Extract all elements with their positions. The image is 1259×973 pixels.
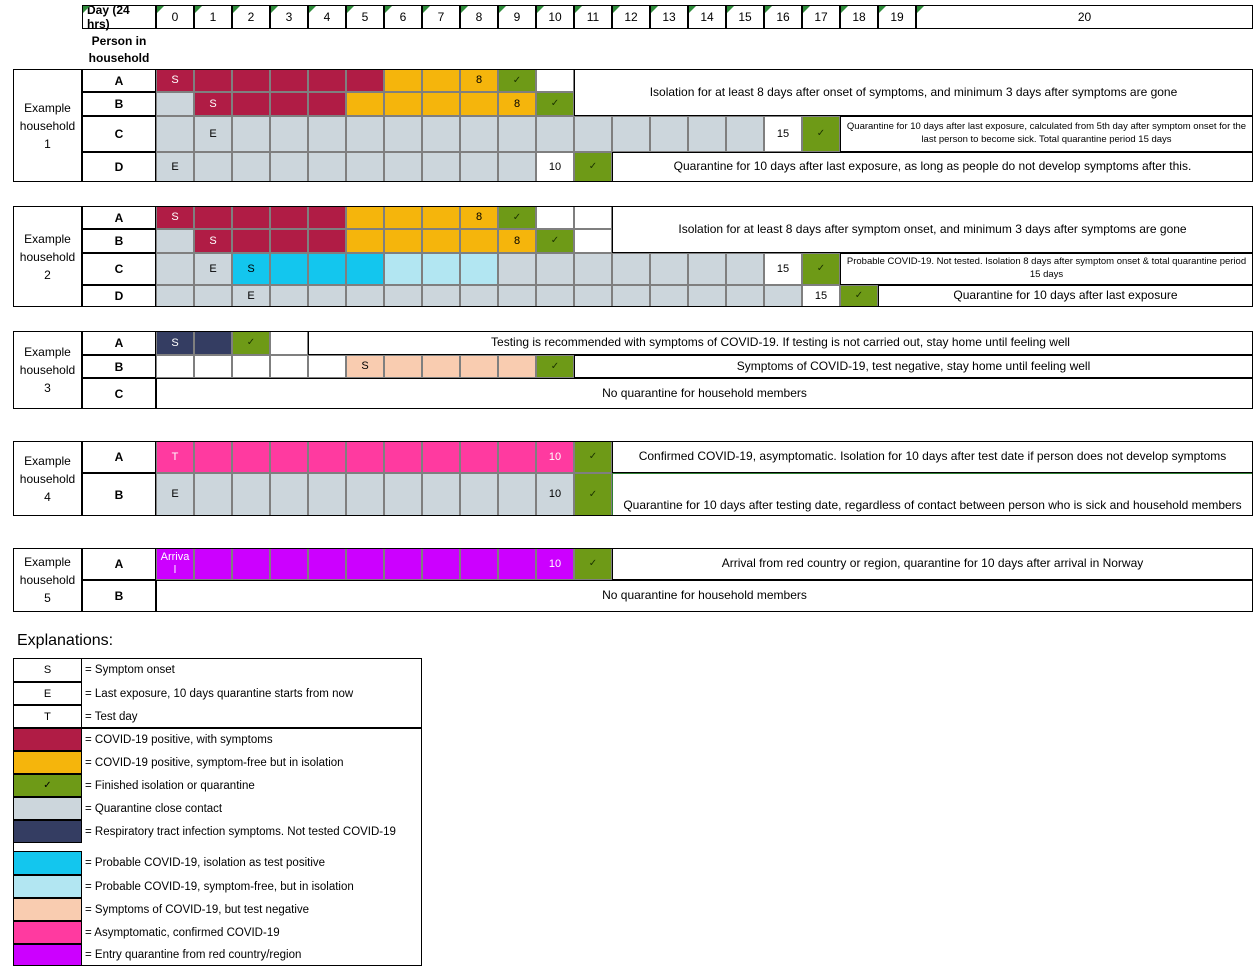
day-cell: [308, 355, 346, 378]
day-cell: [232, 548, 270, 580]
day-header-13: 13: [650, 5, 688, 29]
day-cell: [346, 92, 384, 116]
day-cell: [422, 441, 460, 473]
legend-label: = Respiratory tract infection symptoms. Not tested COVID-19: [85, 825, 396, 838]
day-cell: [308, 285, 346, 307]
day-cell: [346, 253, 384, 285]
day-header-16: 16: [764, 5, 802, 29]
legend-swatch: S: [13, 658, 82, 682]
day-cell: [346, 285, 384, 307]
day-cell: ✓: [574, 473, 612, 516]
day-header-8: 8: [460, 5, 498, 29]
day-cell: 10: [536, 441, 574, 473]
day-cell: [384, 548, 422, 580]
legend-frame: [13, 728, 422, 966]
day-cell: [460, 253, 498, 285]
day-cell: [346, 116, 384, 152]
day-cell: [536, 206, 574, 229]
day-cell: [422, 229, 460, 253]
day-cell: [726, 253, 764, 285]
day-cell: [460, 152, 498, 182]
day-cell: [156, 285, 194, 307]
day-cell: [384, 253, 422, 285]
person-label: C: [82, 116, 156, 152]
day-cell: [232, 355, 270, 378]
legend-label: = Entry quarantine from red country/region: [85, 949, 302, 961]
day-cell: [270, 229, 308, 253]
person-label: B: [82, 229, 156, 253]
day-cell: [308, 206, 346, 229]
legend-label: = Symptom onset: [85, 664, 175, 676]
day-cell: [232, 229, 270, 253]
day-cell: ✓: [498, 69, 536, 92]
day-cell: E: [156, 152, 194, 182]
note-text: Isolation for at least 8 days after symptom onset, and minimum 3 days after symptoms are gone: [612, 206, 1253, 253]
day-cell: [460, 116, 498, 152]
day-cell: [232, 441, 270, 473]
day-cell: [460, 548, 498, 580]
day-header-15: 15: [726, 5, 764, 29]
day-cell: [460, 92, 498, 116]
person-label: B: [82, 92, 156, 116]
legend-label: = Symptoms of COVID-19, but test negative: [85, 903, 310, 916]
day-cell: [270, 206, 308, 229]
day-cell: [536, 253, 574, 285]
day-cell: [270, 473, 308, 516]
household-label: Example household 4: [13, 441, 82, 516]
household-label: Example household 5: [13, 548, 82, 612]
day-header-11: 11: [574, 5, 612, 29]
day-cell: [498, 441, 536, 473]
day-header-7: 7: [422, 5, 460, 29]
day-cell: [270, 355, 308, 378]
day-header-5: 5: [346, 5, 384, 29]
day-cell: 10: [536, 548, 574, 580]
day-cell: 10: [536, 473, 574, 516]
day-header-9: 9: [498, 5, 536, 29]
day-cell: E: [194, 253, 232, 285]
note-text: Testing is recommended with symptoms of COVID-19. If testing is not carried out, stay home until feeling well: [308, 331, 1253, 355]
day-header-10: 10: [536, 5, 574, 29]
day-cell: [688, 116, 726, 152]
day-cell: [308, 116, 346, 152]
day-cell: [270, 548, 308, 580]
day-cell: [422, 253, 460, 285]
day-cell: [498, 355, 536, 378]
day-cell: [308, 69, 346, 92]
legend-label: = Asymptomatic, confirmed COVID-19: [85, 926, 280, 939]
legend-swatch: ✓: [13, 774, 82, 797]
day-cell: [460, 473, 498, 516]
day-cell: 10: [536, 152, 574, 182]
day-cell: [194, 548, 232, 580]
person-label: A: [82, 441, 156, 473]
day-cell: 15: [802, 285, 840, 307]
day-cell: [270, 331, 308, 355]
day-cell: [270, 92, 308, 116]
day-cell: S: [156, 206, 194, 229]
day-header-2: 2: [232, 5, 270, 29]
day-cell: [422, 69, 460, 92]
day-cell: [688, 285, 726, 307]
day-header-12: 12: [612, 5, 650, 29]
day-cell: [156, 116, 194, 152]
day-cell: [194, 441, 232, 473]
day-header-6: 6: [384, 5, 422, 29]
day-cell: E: [232, 285, 270, 307]
day-cell: [270, 116, 308, 152]
person-label: A: [82, 331, 156, 355]
day-cell: [422, 548, 460, 580]
day-cell: ✓: [574, 152, 612, 182]
note-text: Symptoms of COVID-19, test negative, stay home until feeling well: [574, 355, 1253, 378]
person-label: D: [82, 152, 156, 182]
day-cell: 15: [764, 116, 802, 152]
note-text: Confirmed COVID-19, asymptomatic. Isolation for 10 days after test date if person does not develop symptoms: [612, 441, 1253, 473]
day-cell: [346, 473, 384, 516]
day-cell: 8: [460, 206, 498, 229]
day-cell: S: [156, 331, 194, 355]
day-cell: [422, 206, 460, 229]
day-cell: [194, 355, 232, 378]
day-cell: [156, 253, 194, 285]
day-cell: [308, 473, 346, 516]
day-cell: [156, 355, 194, 378]
day-cell: [308, 253, 346, 285]
day-cell: ✓: [574, 548, 612, 580]
day-cell: [384, 473, 422, 516]
day-cell: [612, 116, 650, 152]
day-cell: [384, 206, 422, 229]
legend-frame: [13, 658, 422, 728]
legend-label: = Last exposure, 10 days quarantine starts from now: [85, 687, 354, 700]
day-cell: [270, 253, 308, 285]
day-cell: [384, 92, 422, 116]
day-cell: [650, 253, 688, 285]
day-cell: [346, 548, 384, 580]
day-cell: [346, 229, 384, 253]
legend-label: = Probable COVID-19, symptom-free, but in isolation: [85, 880, 354, 893]
day-cell: [384, 229, 422, 253]
note-text: Probable COVID-19. Not tested. Isolation 8 days after symptom onset & total quarantine period 15 days: [840, 253, 1253, 285]
day-cell: [384, 116, 422, 152]
day-header-19: 19: [878, 5, 916, 29]
household-label: Example household 1: [13, 69, 82, 182]
day-cell: 8: [498, 92, 536, 116]
day-cell: [574, 206, 612, 229]
day-cell: [308, 92, 346, 116]
day-header-1: 1: [194, 5, 232, 29]
day-cell: [384, 355, 422, 378]
day-cell: S: [346, 355, 384, 378]
day-cell: [308, 229, 346, 253]
day-cell: [422, 152, 460, 182]
household-label: Example household 3: [13, 331, 82, 409]
day-cell: [422, 92, 460, 116]
day-cell: [194, 152, 232, 182]
person-label: A: [82, 548, 156, 580]
day-cell: [650, 285, 688, 307]
person-label: C: [82, 253, 156, 285]
day-cell: 8: [460, 69, 498, 92]
day-cell: [726, 285, 764, 307]
day-cell: E: [156, 473, 194, 516]
legend-label: = Test day: [85, 710, 138, 723]
day-cell: [232, 92, 270, 116]
day-cell: [194, 206, 232, 229]
day-cell: [232, 206, 270, 229]
person-label: B: [82, 355, 156, 378]
person-label: D: [82, 285, 156, 307]
day-cell: 15: [764, 253, 802, 285]
legend-label: = COVID-19 positive, with symptoms: [85, 733, 273, 746]
day-cell: [346, 441, 384, 473]
day-cell: Arrival: [156, 548, 194, 580]
day-header-20: 20: [916, 5, 1253, 29]
day-cell: [308, 548, 346, 580]
day-cell: [536, 69, 574, 92]
day-cell: [688, 253, 726, 285]
day-cell: [194, 473, 232, 516]
day-cell: S: [232, 253, 270, 285]
legend-title: Explanations:: [17, 632, 114, 649]
day-cell: [574, 229, 612, 253]
day-cell: S: [194, 92, 232, 116]
note-text: Arrival from red country or region, quarantine for 10 days after arrival in Norway: [612, 548, 1253, 580]
day-cell: T: [156, 441, 194, 473]
legend-label: = Quarantine close contact: [85, 802, 223, 815]
day-cell: [384, 152, 422, 182]
day-cell: E: [194, 116, 232, 152]
day-cell: ✓: [536, 92, 574, 116]
day-cell: [574, 253, 612, 285]
day-header-17: 17: [802, 5, 840, 29]
day-cell: [422, 116, 460, 152]
day-cell: [460, 229, 498, 253]
day-cell: [194, 331, 232, 355]
day-cell: [156, 92, 194, 116]
day-header-18: 18: [840, 5, 878, 29]
note-text: Quarantine for 10 days after last exposure, as long as people do not develop symptoms after this.: [612, 152, 1253, 182]
note-text: Quarantine for 10 days after last exposure, calculated from 5th day after symptom onset for the last person to become sick. Total quarantine period 15 days: [840, 116, 1253, 152]
note-text: No quarantine for household members: [156, 378, 1253, 409]
day-cell: S: [194, 229, 232, 253]
day-cell: [384, 69, 422, 92]
day-cell: [232, 69, 270, 92]
day-cell: [308, 152, 346, 182]
note-text: Quarantine for 10 days after last exposure: [878, 285, 1253, 307]
note-text: No quarantine for household members: [156, 580, 1253, 612]
day-cell: [232, 473, 270, 516]
day-cell: [308, 441, 346, 473]
day-cell: [194, 69, 232, 92]
note-text: Quarantine for 10 days after testing date, regardless of contact between person who is sick and household members: [612, 473, 1253, 516]
day-cell: [194, 285, 232, 307]
day-cell: ✓: [574, 441, 612, 473]
day-cell: [346, 69, 384, 92]
legend-label: = Probable COVID-19, isolation as test positive: [85, 857, 326, 869]
person-label: B: [82, 580, 156, 612]
household-label: Example household 2: [13, 206, 82, 307]
day-cell: ✓: [232, 331, 270, 355]
day-cell: [498, 285, 536, 307]
legend-swatch: T: [13, 705, 82, 728]
day-cell: [270, 152, 308, 182]
day-cell: ✓: [840, 285, 878, 307]
person-header-label: Person in household: [88, 34, 150, 65]
legend-label: = COVID-19 positive, symptom-free but in isolation: [85, 756, 344, 769]
day-cell: [270, 441, 308, 473]
day-cell: [270, 69, 308, 92]
person-label: A: [82, 206, 156, 229]
day-cell: [460, 355, 498, 378]
legend-swatch: E: [13, 682, 82, 705]
note-text: Isolation for at least 8 days after onset of symptoms, and minimum 3 days after symptoms are gone: [574, 69, 1253, 116]
day-cell: [612, 285, 650, 307]
day-header-4: 4: [308, 5, 346, 29]
day-cell: ✓: [802, 116, 840, 152]
day-cell: [422, 285, 460, 307]
day-cell: [346, 206, 384, 229]
day-cell: 8: [498, 229, 536, 253]
day-cell: [422, 355, 460, 378]
day-cell: [384, 441, 422, 473]
person-label: A: [82, 69, 156, 92]
day-cell: [346, 152, 384, 182]
legend-label: = Finished isolation or quarantine: [85, 779, 255, 792]
day-header-14: 14: [688, 5, 726, 29]
day-header-0: 0: [156, 5, 194, 29]
day-cell: [498, 152, 536, 182]
day-cell: [612, 253, 650, 285]
person-label: B: [82, 473, 156, 516]
day-header-3: 3: [270, 5, 308, 29]
day-cell: [270, 285, 308, 307]
day-cell: [498, 253, 536, 285]
person-label: C: [82, 378, 156, 409]
day-cell: ✓: [802, 253, 840, 285]
day-cell: [460, 441, 498, 473]
day-cell: [232, 152, 270, 182]
day-cell: [498, 473, 536, 516]
day-cell: S: [156, 69, 194, 92]
day-cell: [536, 116, 574, 152]
day-cell: [422, 473, 460, 516]
day-cell: [156, 229, 194, 253]
day-cell: [536, 285, 574, 307]
day-cell: [384, 285, 422, 307]
day-cell: [498, 548, 536, 580]
day-cell: [232, 116, 270, 152]
day-cell: ✓: [536, 355, 574, 378]
day-cell: [726, 116, 764, 152]
day-cell: [650, 116, 688, 152]
day-header-label: Day (24 hrs): [82, 5, 156, 29]
day-cell: ✓: [536, 229, 574, 253]
day-cell: [574, 285, 612, 307]
day-cell: [764, 285, 802, 307]
day-cell: ✓: [498, 206, 536, 229]
day-cell: [498, 116, 536, 152]
day-cell: [574, 116, 612, 152]
day-cell: [460, 285, 498, 307]
